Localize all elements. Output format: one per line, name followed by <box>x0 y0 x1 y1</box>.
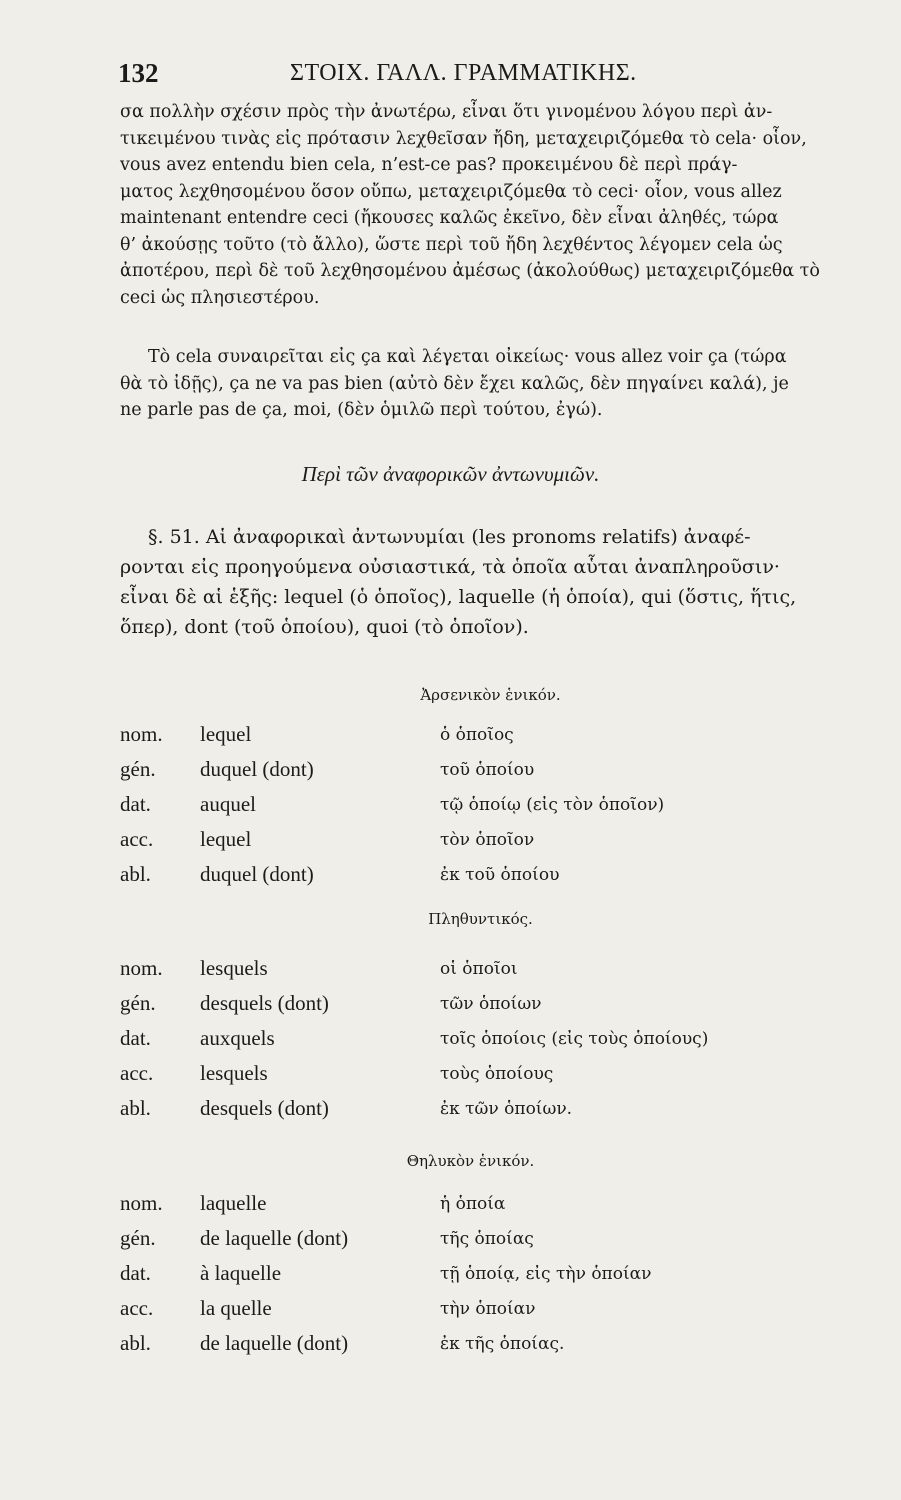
page-number: 132 <box>118 58 159 88</box>
declension-row <box>120 1261 840 1296</box>
french-form: desquels (dont) <box>200 991 329 1015</box>
subheading-masculine-singular: Ἀρσενικὸν ἑνικόν. <box>420 686 561 704</box>
greek-form: ἐκ τῆς ὁποίας. <box>440 1334 565 1354</box>
text-line: ἀποτέρου, περὶ δὲ τοῦ λεχθησομένου ἀμέσως (ἀκολούθως) μεταχειριζόμεθα τὸ <box>120 261 820 281</box>
french-form: de laquelle (dont) <box>200 1331 349 1355</box>
case-label: nom. <box>120 722 163 746</box>
french-form: auxquels <box>200 1026 275 1050</box>
case-label: dat. <box>120 1261 151 1285</box>
declension-row <box>120 827 840 862</box>
declension-feminine-singular <box>120 1191 840 1366</box>
french-form: lequel <box>200 722 252 746</box>
case-label: gén. <box>120 991 156 1015</box>
case-label: dat. <box>120 1026 151 1050</box>
text-line: ὅπερ), dont (τοῦ ὁποίου), quoi (τὸ ὁποῖον). <box>120 616 529 638</box>
section-title: Περὶ τῶν ἀναφορικῶν ἀντωνυμιῶν. <box>301 462 600 486</box>
subheading-feminine-singular: Θηλυκὸν ἑνικόν. <box>406 1152 535 1170</box>
greek-form: τῇ ὁποίᾳ, εἰς τὴν ὁποίαν <box>440 1264 652 1284</box>
declension-row <box>120 1191 840 1226</box>
french-form: laquelle <box>200 1191 267 1215</box>
paragraph-ca <box>120 344 832 424</box>
paragraph-cela-ceci <box>120 99 832 311</box>
greek-form: ὁ ὁποῖος <box>440 725 514 745</box>
case-label: abl. <box>120 1096 151 1120</box>
text-line: ne parle pas de ça, moi, (δὲν ὁμιλῶ περὶ τούτου, ἐγώ). <box>120 400 603 420</box>
case-label: gén. <box>120 1226 156 1250</box>
case-label: acc. <box>120 1296 154 1320</box>
french-form: lesquels <box>200 956 268 980</box>
french-form: lequel <box>200 827 252 851</box>
greek-form: οἱ ὁποῖοι <box>440 959 518 979</box>
text-line: §. 51. Αἱ ἀναφορικαὶ ἀντωνυμίαι (les pronoms relatifs) ἀναφέ- <box>148 526 751 548</box>
text-line: ρονται εἰς προηγούμενα οὐσιαστικά, τὰ ὁποῖα αὗται ἀναπληροῦσιν· <box>120 556 780 578</box>
greek-form: τῆς ὁποίας <box>440 1229 534 1249</box>
greek-form: τῶν ὁποίων <box>440 994 542 1014</box>
french-form: desquels (dont) <box>200 1096 329 1120</box>
case-label: nom. <box>120 956 163 980</box>
greek-form: τῷ ὁποίῳ (εἰς τὸν ὁποῖον) <box>440 795 665 815</box>
declension-row <box>120 1096 840 1131</box>
french-form: à laquelle <box>200 1261 282 1285</box>
declension-row <box>120 722 840 757</box>
text-line: τικειμένου τινὰς εἰς πρότασιν λεχθεῖσαν ἤδη, μεταχειριζόμεθα τὸ cela· οἷον, <box>120 128 807 149</box>
greek-form: τοῦ ὁποίου <box>440 760 535 780</box>
greek-form: ἡ ὁποία <box>440 1194 506 1214</box>
paragraph-section-51 <box>120 522 832 642</box>
declension-row <box>120 956 840 991</box>
declension-masculine-plural <box>120 956 840 1131</box>
case-label: gén. <box>120 757 156 781</box>
declension-row <box>120 1026 840 1061</box>
text-line: ceci ὡς πλησιεστέρου. <box>120 287 320 308</box>
case-label: abl. <box>120 1331 151 1355</box>
greek-form: τὸν ὁποῖον <box>440 830 535 850</box>
french-form: duquel (dont) <box>200 757 314 781</box>
declension-row <box>120 792 840 827</box>
case-label: nom. <box>120 1191 163 1215</box>
greek-form: ἐκ τῶν ὁποίων. <box>440 1099 573 1119</box>
french-form: lesquels <box>200 1061 268 1085</box>
declension-row <box>120 1061 840 1096</box>
french-form: la quelle <box>200 1296 272 1320</box>
case-label: acc. <box>120 1061 154 1085</box>
french-form: de laquelle (dont) <box>200 1226 349 1250</box>
text-line: θ’ ἀκούσῃς τοῦτο (τὸ ἄλλο), ὥστε περὶ τοῦ ἤδη λεχθέντος λέγομεν cela ὡς <box>120 234 783 255</box>
declension-row <box>120 1331 840 1366</box>
declension-row <box>120 757 840 792</box>
greek-form: τὴν ὁποίαν <box>440 1299 536 1319</box>
declension-masculine-singular <box>120 722 840 897</box>
text-line: ματος λεχθησομένου ὅσον οὔπω, μεταχειριζόμεθα τὸ ceci· οἷον, vous allez <box>120 181 782 202</box>
case-label: abl. <box>120 862 151 886</box>
french-form: duquel (dont) <box>200 862 314 886</box>
declension-row <box>120 1226 840 1261</box>
subheading-masculine-plural: Πληθυντικός. <box>428 910 533 928</box>
text-line: vous avez entendu bien cela, n’est-ce pas? προκειμένου δὲ περὶ πράγ- <box>120 155 738 175</box>
text-line: θὰ τὸ ἰδῇς), ça ne va pas bien (αὐτὸ δὲν ἔχει καλῶς, δὲν πηγαίνει καλά), je <box>120 373 789 394</box>
declension-row <box>120 862 840 897</box>
greek-form: ἐκ τοῦ ὁποίου <box>440 865 560 885</box>
text-line: εἶναι δὲ αἱ ἑξῆς: lequel (ὁ ὁποῖος), laquelle (ἡ ὁποία), qui (ὅστις, ἥτις, <box>120 586 797 608</box>
text-line: maintenant entendre ceci (ἤκουσες καλῶς ἐκεῖνο, δὲν εἶναι ἀληθές, τώρα <box>120 208 779 228</box>
greek-form: τοὺς ὁποίους <box>440 1064 554 1084</box>
case-label: dat. <box>120 792 151 816</box>
greek-form: τοῖς ὁποίοις (εἰς τοὺς ὁποίους) <box>440 1029 709 1049</box>
text-line: σα πολλὴν σχέσιν πρὸς τὴν ἀνωτέρω, εἶναι ὅτι γινομένου λόγου περὶ ἀν- <box>120 102 773 122</box>
text-line: Τὸ cela συναιρεῖται εἰς ça καὶ λέγεται οἰκείως· vous allez voir ça (τώρα <box>148 347 787 367</box>
case-label: acc. <box>120 827 154 851</box>
french-form: auquel <box>200 792 256 816</box>
declension-row <box>120 1296 840 1331</box>
running-head: ΣΤΟΙΧ. ΓΑΛΛ. ΓΡΑΜΜΑΤΙΚΗΣ. <box>290 60 637 86</box>
declension-row <box>120 991 840 1026</box>
